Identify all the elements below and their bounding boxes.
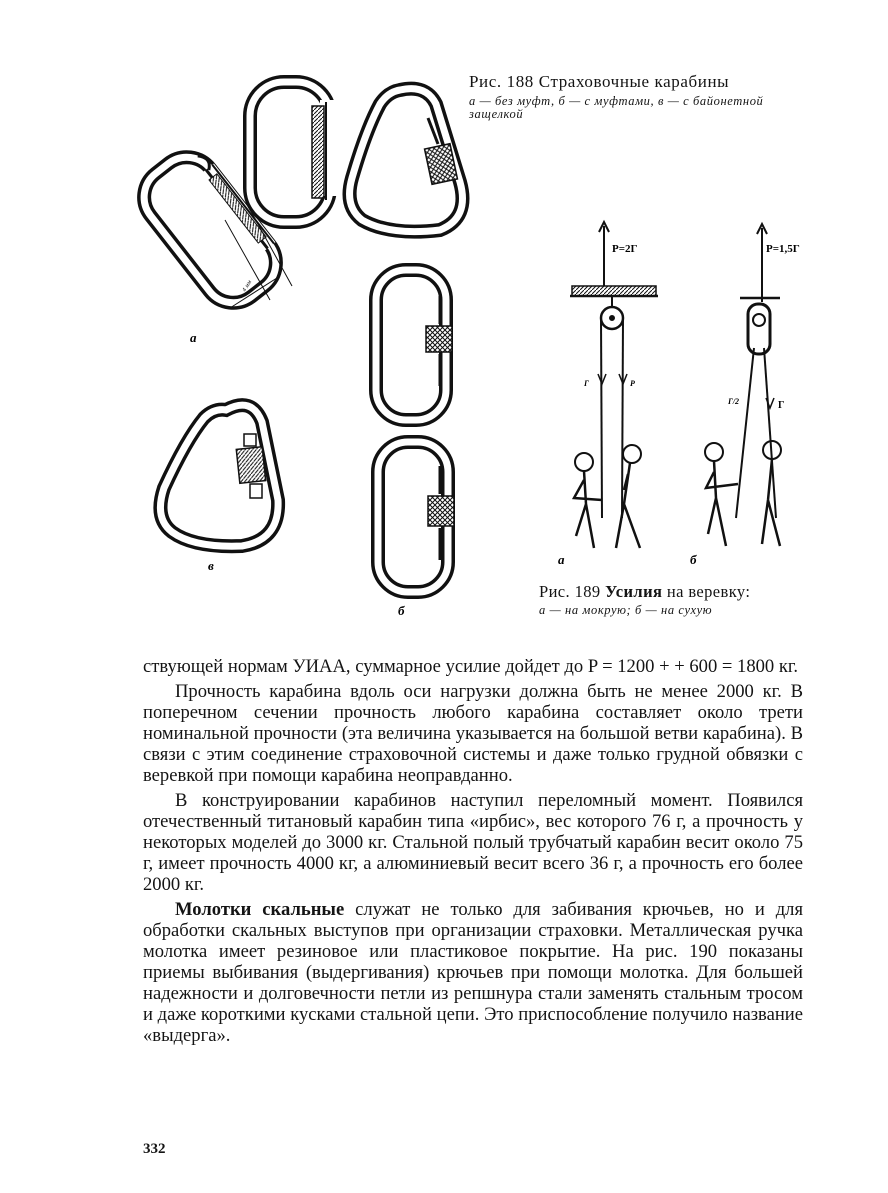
- figure-188-title: Рис. 188 Страховочные карабины: [469, 72, 730, 91]
- figure-188-carabiners: [130, 70, 480, 625]
- figure-189-title-prefix: Рис. 189: [539, 582, 601, 601]
- figure-189-title: [539, 582, 750, 602]
- figure-189-title-bold: Усилия: [605, 582, 663, 601]
- paragraph-4-text: служат не только для забивания крючьев, но и для обработки скальных выступов при организации страховки. Металлическая ручка молотка имеет резиновое или пластиковое покрытие. На рис. 190 показаны приемы выбивания (выдергивания) крючьев при помощи молотка. Для большей надежности и долговечности петли из репшнура стали заменять стальным тросом и даже короткими кусками стальной цепи. Это приспособление получило название «выдерга».: [143, 899, 803, 1046]
- label-b: б: [398, 603, 405, 618]
- paragraph-1: ствующей нормам УИАА, суммарное усилие дойдет до P = 1200 + + 600 = 1800 кг.: [143, 656, 799, 677]
- carabiner-top-drawing: [250, 82, 338, 222]
- page-number: 332: [143, 1141, 166, 1157]
- figure-188-subtitle: а — без муфт, б — с муфтами, в — с байонетной защелкой: [469, 94, 764, 121]
- figure-189-title-suffix: на веревку:: [666, 582, 751, 601]
- fig189-label-a: а: [558, 552, 565, 567]
- figure-189-forces: [540, 218, 830, 578]
- figure-189-subtitle: а — на мокрую; б — на сухую: [539, 603, 713, 617]
- body-text: [143, 656, 803, 1046]
- force-a-label: P=2Г: [612, 243, 638, 255]
- force-diagram-b: [705, 224, 781, 546]
- rope-b-right-label: Г: [778, 400, 785, 411]
- carabiner-b-mid-drawing: [376, 270, 452, 420]
- paragraph-3: В конструировании карабинов наступил переломный момент. Появился отечественный титановый карабин типа «ирбис», вес которого 76 г, а прочность у некоторых моделей до 3000 кг. Стальной полый трубчатый карабин весит около 75 г, имеет прочность 4000 кг, а алюминиевый весит всего 36 г, а прочность его более 2000 кг.: [143, 790, 803, 895]
- paragraph-4: [143, 899, 803, 1046]
- paragraph-2: Прочность карабина вдоль оси нагрузки должна быть не менее 2000 кг. В поперечном сечении прочность любого карабина составляет около трети номинальной прочности (эта величина указывается на большой ветви карабина). В связи с этим соединение страховочной системы и даже только грудной обвязки с веревкой при помощи карабина неоправданно.: [143, 681, 803, 786]
- dimension-label: 4 мм: [241, 279, 254, 294]
- fig189-label-b: б: [690, 552, 697, 567]
- label-a: а: [190, 330, 197, 345]
- rope-b-left-label: Г/2: [728, 397, 740, 406]
- carabiner-b-bottom-drawing: [378, 442, 454, 592]
- term-rock-hammers: Молотки скальные: [175, 899, 345, 920]
- carabiner-a-drawing: [132, 141, 293, 314]
- rope-a-left-label: Г: [584, 379, 589, 388]
- carabiner-screw-top-drawing: [350, 89, 463, 232]
- carabiner-v-drawing: [160, 405, 278, 546]
- label-v: в: [208, 558, 214, 573]
- force-b-label: P=1,5Г: [766, 243, 800, 255]
- rope-a-right-label: Р: [630, 379, 635, 388]
